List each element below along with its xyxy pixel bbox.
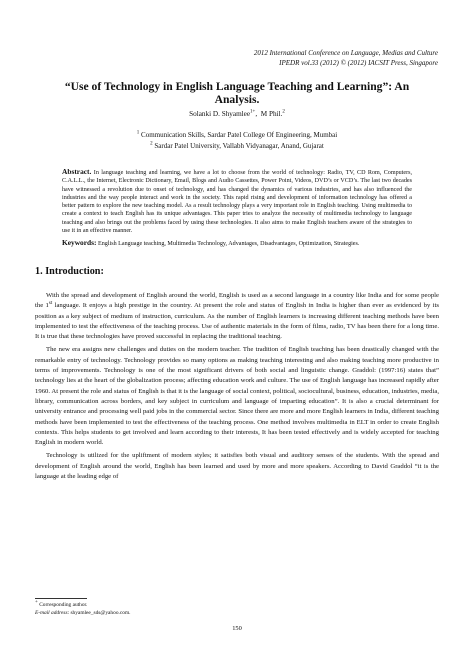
affiliation-1-text: Communication Skills, Sardar Patel College Of Engineering, Mumbai [141, 131, 338, 139]
paragraph-2: The new era assigns new challenges and duties on the modern teacher. The tradition of English teaching has been drastically changed with the remarkable entry of technology. Technology provides so many options as making teaching interesting and also making teaching more productive in terms of improvements. Technology is one of the most significant drivers of both social and linguistic change. Graddol: (1997:16) states that” technology lies at the heart of the globalization process; affecting education work and culture. The use of English language has increased rapidly after 1960. At present the role and status of English is that it is the language of social context, political, sociocultural, business, education, industries, media, library, communication across borders, and key subject in curriculum and language of imparting education”. It is also a crucial determinant for university entrance and processing well paid jobs in the commercial sector. Since there are more and more English learners in India, different teaching methods have been implemented to test the effectiveness of the teaching process. One method involves multimedia in ELT in order to create English contexts. This helps students to get involved and learn according to their interests, It has been tested effectively and is widely accepted for teaching English in modern world. [35, 346, 439, 447]
paragraph-1 [35, 291, 439, 342]
page-number: 150 [232, 625, 242, 632]
footnote-line-2 [35, 610, 131, 618]
footnote-email-label: E-mail address [35, 609, 68, 616]
paragraph-1-part-b: language. It enjoys a high prestige in the country. At present the role and status of English in India is higher than ever as evidenced by its position as a key subject of medium of instruction, curriculum. As the number of English learners is increasing different teaching methods have been implemented to test the effectiveness of the teaching process. Use of authentic materials in the form of films, radio, TV has been there for a long time. It is true that these technologies have proved successful in replacing the traditional teaching. [35, 302, 439, 341]
affiliation-1 [40, 130, 434, 141]
paragraph-1-part-a: With the spread and development of English around the world, English is used as a second language in a country like India and for some people the 1 [35, 292, 439, 310]
author-1: Solanki D. Shyamlee [189, 110, 251, 118]
paragraph-1-sup: st [48, 301, 53, 307]
title-line-1: “Use of Technology in English Language Teaching and Learning”: An [64, 80, 410, 93]
footnote-rule [35, 598, 87, 599]
body-text [35, 291, 439, 485]
author-separator: , [255, 110, 258, 118]
keywords-text: English Language teaching, Multimedia Technology, Advantages, Disadvantages, Optimization, Strategies. [98, 241, 360, 247]
paragraph-3: Technology is utilized for the upliftment of modern styles; it satisfies both visual and auditory senses of the students. With the spread and development of English around the world, English has been learned and used by more and more speakers. According to David Graddol “it is the language at the leading edge of [35, 452, 439, 481]
footnote-sup: + [35, 600, 38, 606]
affiliation-1-sup: 1 [136, 130, 140, 136]
conference-line-1: 2012 International Conference on Language, Medias and Culture [253, 49, 438, 57]
author-2: M Phil. [260, 110, 283, 118]
author-2-sup: 2 [282, 109, 285, 115]
footnote [35, 602, 131, 617]
affiliation-2 [40, 141, 434, 152]
footnote-line-1 [35, 602, 131, 610]
section-heading: 1. Introduction: [35, 266, 104, 277]
title-line-2: Analysis. [214, 93, 260, 106]
abstract-text: In language teaching and learning, we have a lot to choose from the world of technology: Radio, TV, CD Rom, Computers, C.A.L.L., the Internet, Electronic Dictionary, Email, Blogs and Audio Cassettes, Power Point, Videos, DVD’s or VCD’s. The last two decades have witnessed a revolution due to onset of technology, and has changed the dynamics of various industries, and has also influenced the industries and the way people interact and work in the society. This rapid rising and development of information technology has offered a better pattern to explore the new teaching model. As a result technology plays a very important role in English teaching. Using multimedia to create a context to teach English has its unique advantages. This paper tries to analyze the necessity of multimedia technology to language teaching and also brings out the problems faced by using these technologies. It also aims to make English teachers aware of the strategies to use it in an effective manner. [62, 170, 412, 235]
abstract-label: Abstract. [62, 167, 92, 176]
abstract [62, 168, 412, 235]
paper-title [40, 80, 434, 106]
affiliation-2-sup: 2 [150, 141, 153, 147]
keywords [62, 237, 412, 250]
affiliation-2-text: Sardar Patel University, Vallabh Vidyanagar, Anand, Gujarat [154, 142, 324, 150]
affiliations [40, 130, 434, 152]
conference-header [254, 48, 438, 68]
footnote-corresponding: Corresponding author. [39, 602, 88, 608]
footnote-email: : shyamlee_sds@yahoo.com. [67, 609, 131, 616]
keywords-label: Keywords: [62, 238, 97, 247]
conference-line-2: IPEDR vol.33 (2012) © (2012) IACSIT Press, Singapore [279, 59, 438, 67]
author-1-sup: 1+ [250, 109, 256, 115]
author-line [40, 110, 434, 118]
